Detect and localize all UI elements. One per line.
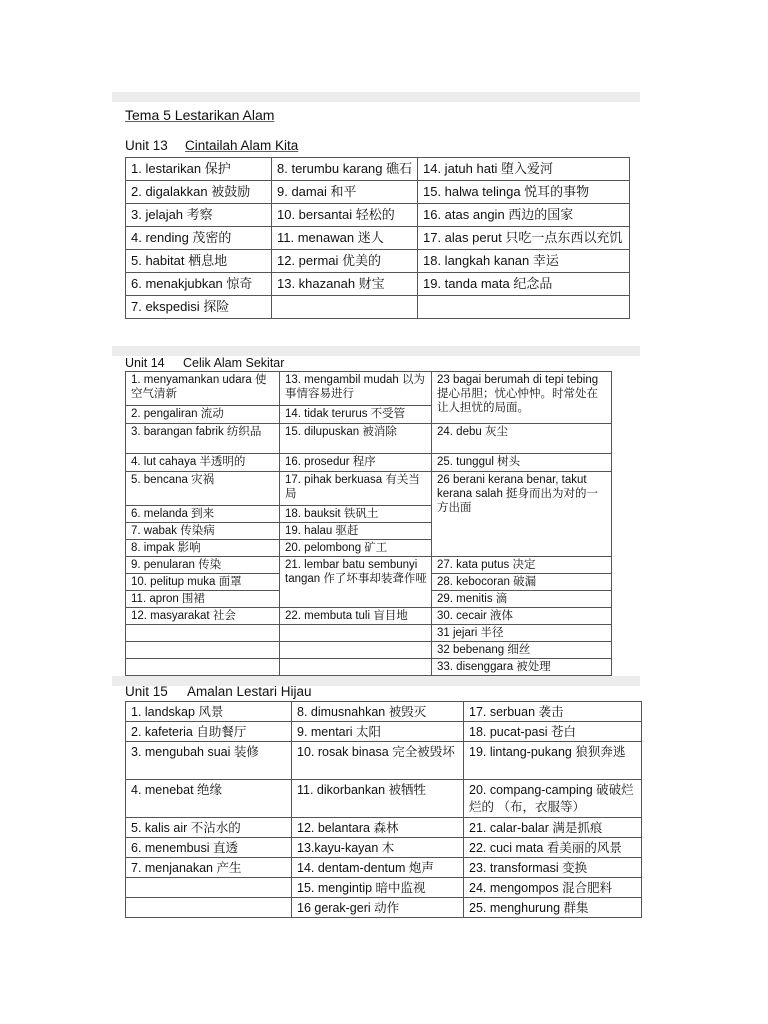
- unit13-heading: [125, 138, 298, 153]
- unit15-number: Unit 15: [125, 684, 168, 699]
- unit15-row: [126, 878, 642, 898]
- unit15-row: [126, 838, 642, 858]
- unit13-cell: 15. halwa telinga 悦耳的事物: [418, 181, 630, 204]
- unit15-cell: [126, 898, 292, 918]
- u14-c1-r13: [126, 625, 280, 642]
- unit15-row: [126, 722, 642, 742]
- u14-c2-r2: 14. tidak terurus 不受管: [280, 406, 432, 424]
- unit15-cell: 19. lintang-pukang 狼狈奔逃: [464, 742, 642, 780]
- unit13-cell: 6. menakjubkan 惊奇: [126, 273, 272, 296]
- unit15-row: [126, 898, 642, 918]
- u14-c3-r3: 25. tunggul 树头: [432, 454, 612, 472]
- unit15-cell: 14. dentam-dentum 炮声: [292, 858, 464, 878]
- unit15-cell: 24. mengompos 混合肥料: [464, 878, 642, 898]
- unit13-cell: 1. lestarikan 保护: [126, 158, 272, 181]
- unit13-cell: 17. alas perut 只吃一点东西以充饥: [418, 227, 630, 250]
- unit14-vocab-table: [125, 371, 612, 676]
- u14-c2-r3: 15. dilupuskan 被消除: [280, 424, 432, 454]
- unit15-cell: 5. kalis air 不沾水的: [126, 818, 292, 838]
- unit15-cell: 25. menghurung 群集: [464, 898, 642, 918]
- u14-c3-r11: 33. disenggara 被处理: [432, 659, 612, 676]
- unit15-cell: 6. menembusi 直透: [126, 838, 292, 858]
- u14-c2-r4: 16. prosedur 程序: [280, 454, 432, 472]
- u14-c2-r10: 22. membuta tuli 盲目地: [280, 608, 432, 625]
- u14-c2-r7: 19. halau 驱赶: [280, 523, 432, 540]
- u14-c1-r8: 8. impak 影响: [126, 540, 280, 557]
- u14-c2-r12: [280, 642, 432, 659]
- unit13-cell: 18. langkah kanan 幸运: [418, 250, 630, 273]
- u14-c3-r4: 26 berani kerana benar, takut kerana salah 挺身而出为对的一方出面: [432, 472, 612, 557]
- u14-c2-r9: 21. lembar batu sembunyi tangan 作了坏事却装聋作哑: [280, 557, 432, 608]
- scan-band-top: [112, 92, 640, 102]
- u14-c3-r6: 28. kebocoran 破漏: [432, 574, 612, 591]
- unit15-row: [126, 702, 642, 722]
- unit13-cell: 2. digalakkan 被鼓励: [126, 181, 272, 204]
- u14-c2-r1: 13. mengambil mudah 以为事情容易进行: [280, 372, 432, 406]
- u14-c3-r8: 30. cecair 液体: [432, 608, 612, 625]
- unit13-row: [126, 181, 630, 204]
- unit13-cell: 3. jelajah 考察: [126, 204, 272, 227]
- unit15-cell: [126, 878, 292, 898]
- unit13-row: [126, 204, 630, 227]
- unit13-cell: 11. menawan 迷人: [272, 227, 418, 250]
- unit13-cell: 9. damai 和平: [272, 181, 418, 204]
- unit13-cell: 16. atas angin 西边的国家: [418, 204, 630, 227]
- unit15-cell: 21. calar-balar 满是抓痕: [464, 818, 642, 838]
- u14-c3-r9: 31 jejari 半径: [432, 625, 612, 642]
- unit15-name: Amalan Lestari Hijau: [187, 684, 312, 699]
- u14-c1-r7: 7. wabak 传染病: [126, 523, 280, 540]
- u14-c1-r12: 12. masyarakat 社会: [126, 608, 280, 625]
- u14-c1-r11: 11. apron 围裙: [126, 591, 280, 608]
- unit15-cell: 13.kayu-kayan 木: [292, 838, 464, 858]
- u14-c1-r6: 6. melanda 到来: [126, 506, 280, 523]
- unit15-cell: 18. pucat-pasi 苍白: [464, 722, 642, 742]
- unit13-cell: 14. jatuh hati 堕入爱河: [418, 158, 630, 181]
- unit13-cell: 12. permai 优美的: [272, 250, 418, 273]
- unit13-cell: 19. tanda mata 纪念品: [418, 273, 630, 296]
- unit13-cell: 8. terumbu karang 礁石: [272, 158, 418, 181]
- unit15-row: [126, 780, 642, 818]
- unit13-cell: 5. habitat 栖息地: [126, 250, 272, 273]
- unit15-cell: 8. dimusnahkan 被毁灭: [292, 702, 464, 722]
- u14-c2-r13: [280, 659, 432, 676]
- u14-c1-r15: [126, 659, 280, 676]
- unit15-cell: 22. cuci mata 看美丽的风景: [464, 838, 642, 858]
- u14-c1-r2: 2. pengaliran 流动: [126, 406, 280, 424]
- unit15-row: [126, 818, 642, 838]
- u14-c3-r5: 27. kata putus 决定: [432, 557, 612, 574]
- unit13-row: [126, 158, 630, 181]
- u14-c1-r9: 9. penularan 传染: [126, 557, 280, 574]
- u14-c1-r3: 3. barangan fabrik 纺织品: [126, 424, 280, 454]
- u14-c3-r7: 29. menitis 滴: [432, 591, 612, 608]
- u14-c2-r6: 18. bauksit 铁矾土: [280, 506, 432, 523]
- u14-c3-r10: 32 bebenang 细丝: [432, 642, 612, 659]
- unit13-row: [126, 296, 630, 319]
- unit14-name: Celik Alam Sekitar: [183, 356, 285, 370]
- unit15-cell: 10. rosak binasa 完全被毁坏: [292, 742, 464, 780]
- scan-band-middle: [112, 346, 640, 356]
- unit13-cell: [272, 296, 418, 319]
- u14-c1-r10: 10. pelitup muka 面罩: [126, 574, 280, 591]
- unit13-cell: 13. khazanah 财宝: [272, 273, 418, 296]
- unit15-cell: 7. menjanakan 产生: [126, 858, 292, 878]
- u14-c2-r8: 20. pelombong 矿工: [280, 540, 432, 557]
- unit15-cell: 17. serbuan 袭击: [464, 702, 642, 722]
- unit15-heading: [125, 684, 312, 699]
- u14-c2-r11: [280, 625, 432, 642]
- unit15-row: [126, 742, 642, 780]
- unit15-vocab-table: [125, 701, 642, 918]
- unit15-cell: 16 gerak-geri 动作: [292, 898, 464, 918]
- u14-c3-r2: 24. debu 灰尘: [432, 424, 612, 454]
- unit15-cell: 2. kafeteria 自助餐厅: [126, 722, 292, 742]
- u14-c1-r14: [126, 642, 280, 659]
- unit13-vocab-table: [125, 157, 630, 319]
- unit15-cell: 12. belantara 森林: [292, 818, 464, 838]
- u14-c2-r5: 17. pihak berkuasa 有关当局: [280, 472, 432, 506]
- unit13-row: [126, 250, 630, 273]
- unit13-cell: 10. bersantai 轻松的: [272, 204, 418, 227]
- unit15-cell: 15. mengintip 暗中监视: [292, 878, 464, 898]
- u14-c1-r5: 5. bencana 灾祸: [126, 472, 280, 506]
- unit15-cell: 11. dikorbankan 被牺牲: [292, 780, 464, 818]
- u14-c1-r1: 1. menyamankan udara 使空气清新: [126, 372, 280, 406]
- unit13-cell: 7. ekspedisi 探险: [126, 296, 272, 319]
- unit13-name: Cintailah Alam Kita: [185, 138, 299, 153]
- unit13-number: Unit 13: [125, 138, 168, 153]
- unit15-cell: 23. transformasi 变换: [464, 858, 642, 878]
- unit13-row: [126, 273, 630, 296]
- unit15-row: [126, 858, 642, 878]
- unit13-row: [126, 227, 630, 250]
- unit15-cell: 1. landskap 风景: [126, 702, 292, 722]
- unit15-cell: 9. mentari 太阳: [292, 722, 464, 742]
- u14-c3-r1: 23 bagai berumah di tepi tebing 提心吊胆；忧心忡忡。时常处在让人担忧的局面。: [432, 372, 612, 424]
- unit15-cell: 3. mengubah suai 装修: [126, 742, 292, 780]
- unit15-cell: 4. menebat 绝缘: [126, 780, 292, 818]
- unit15-cell: 20. compang-camping 破破烂烂的 （布，衣服等）: [464, 780, 642, 818]
- unit14-heading: [125, 356, 284, 370]
- theme-title: Tema 5 Lestarikan Alam: [125, 107, 275, 123]
- unit13-cell: 4. rending 茂密的: [126, 227, 272, 250]
- unit13-cell: [418, 296, 630, 319]
- unit14-number: Unit 14: [125, 356, 165, 370]
- u14-c1-r4: 4. lut cahaya 半透明的: [126, 454, 280, 472]
